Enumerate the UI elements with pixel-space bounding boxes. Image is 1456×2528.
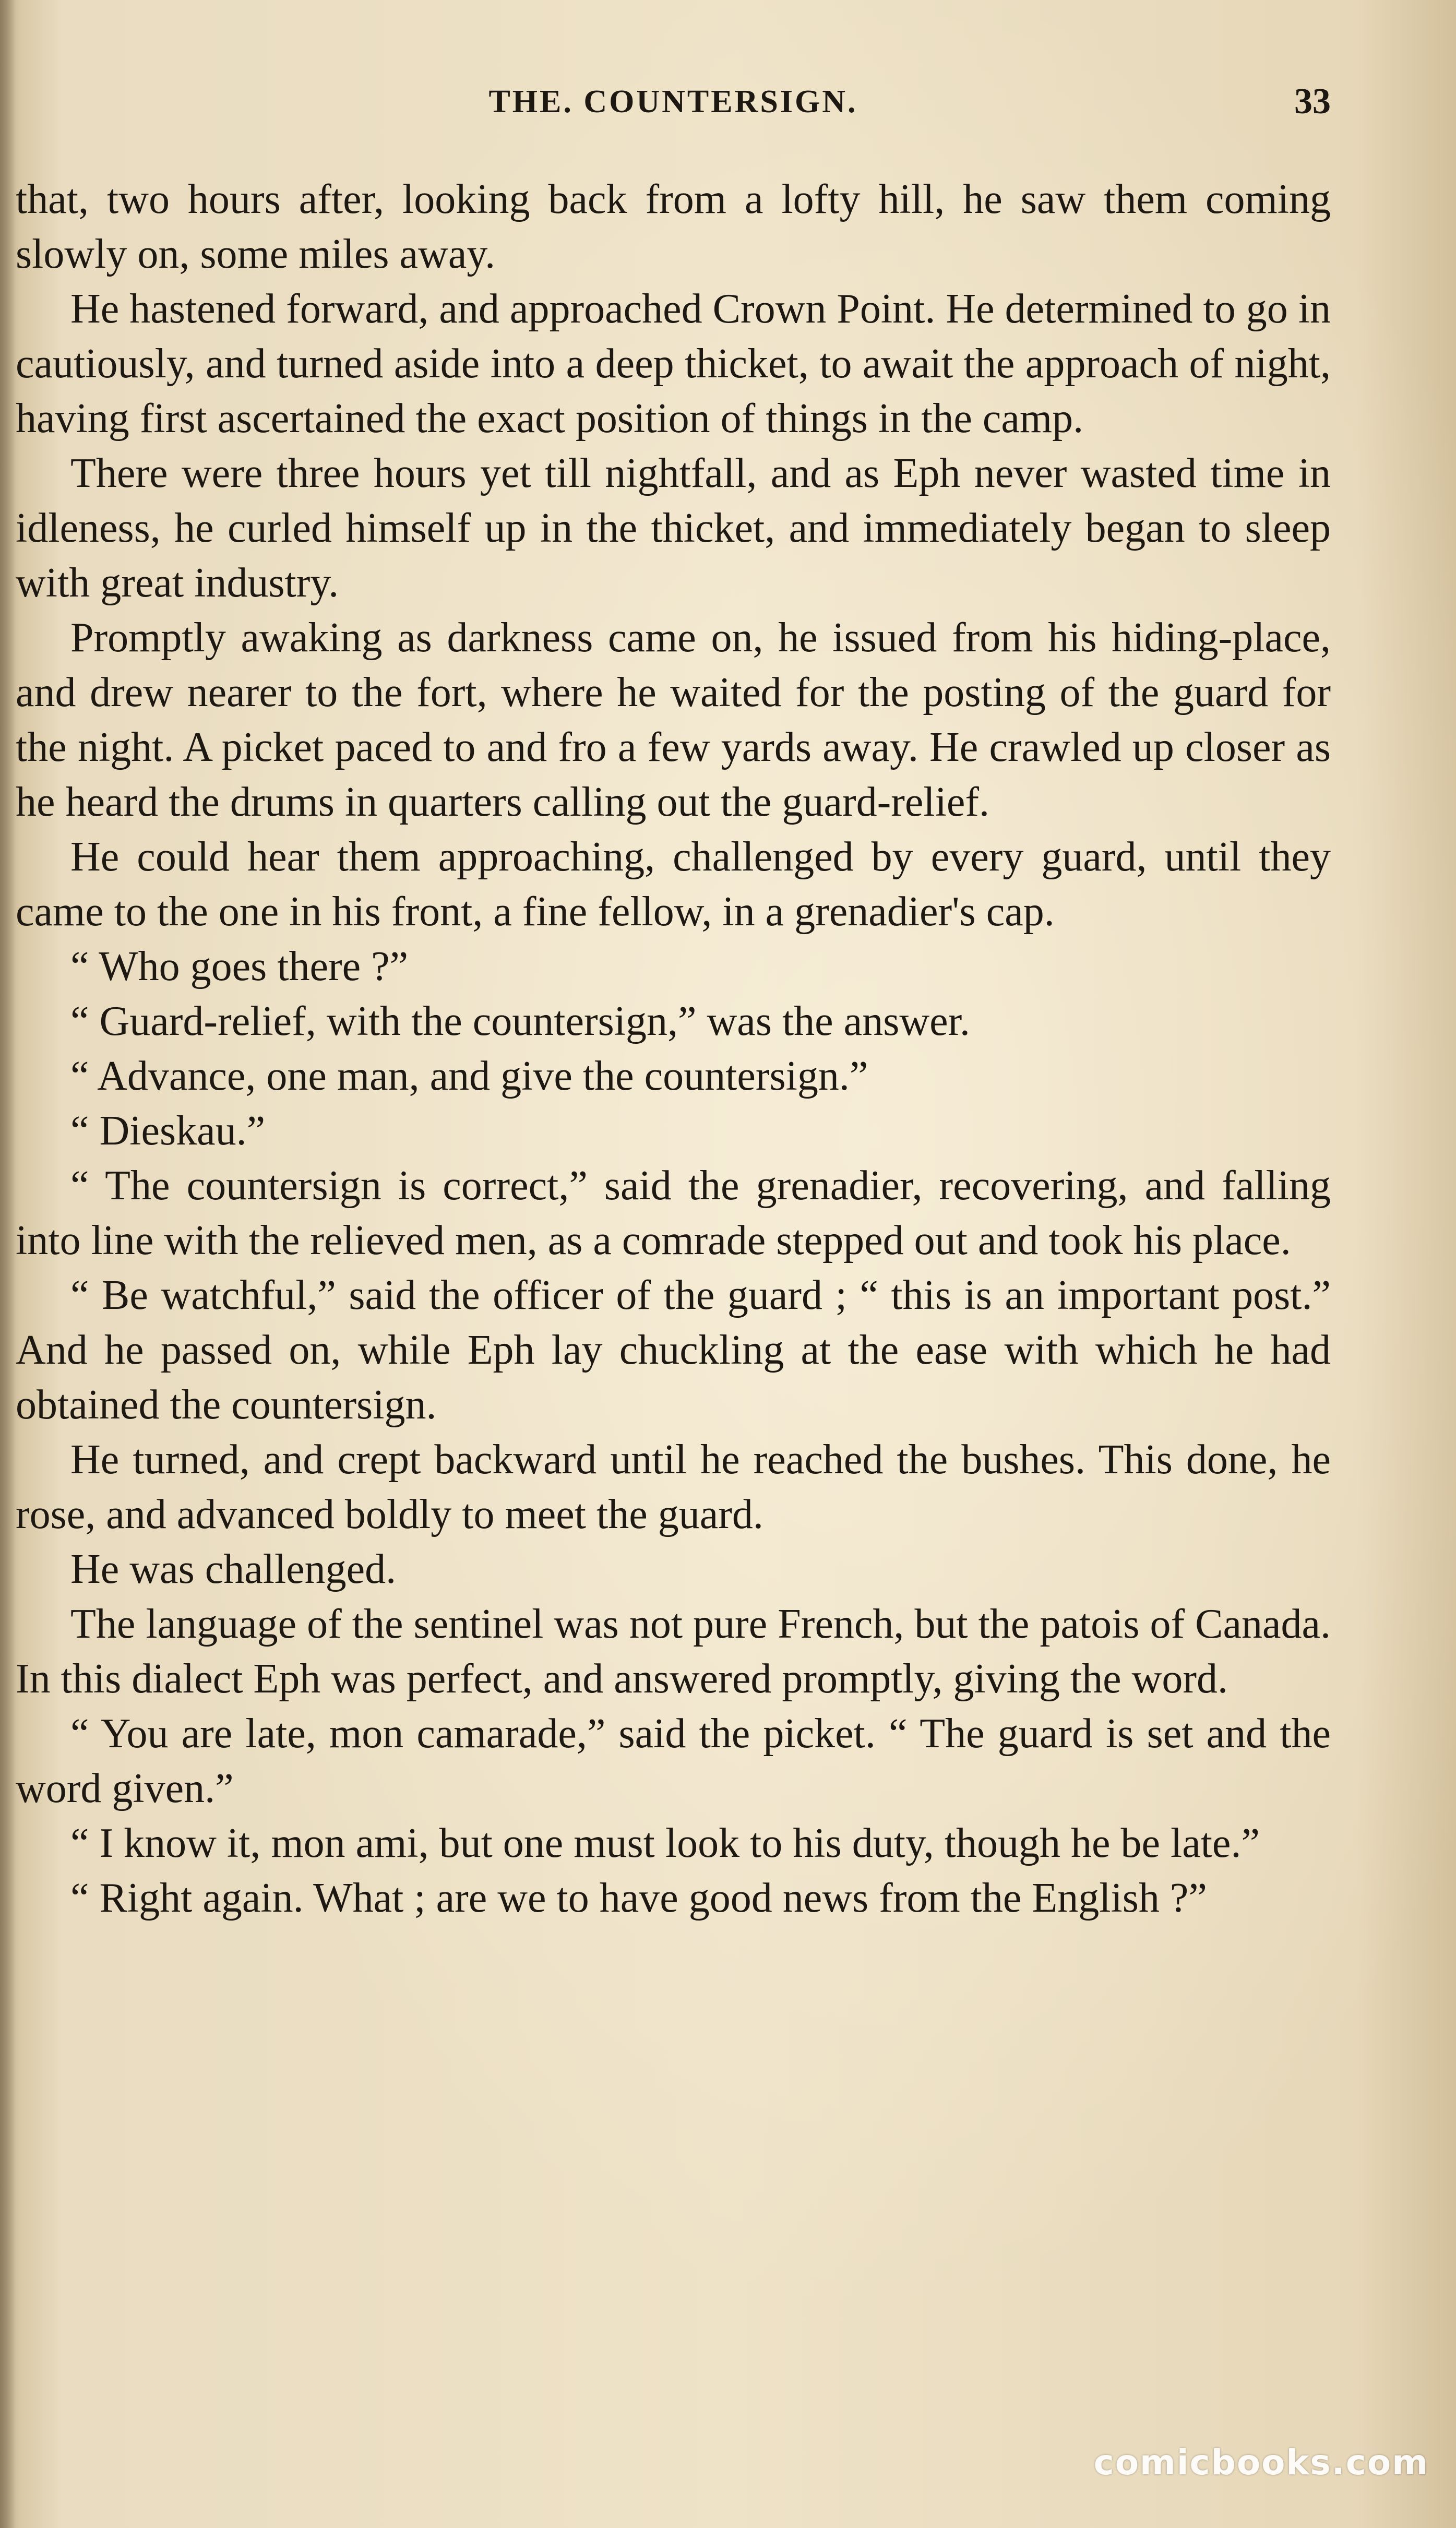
page-gutter-shadow	[0, 0, 16, 2528]
paragraph: He could hear them approaching, challenged by every guard, until they came to the one in his front, a fine fellow, in a grenadier's cap.	[16, 834, 1331, 935]
paragraph: He hastened forward, and approached Crown Point. He determined to go in cautiously, and turned aside into a deep thicket, to await the approach of night, having first ascertained the exact position of things in the camp.	[16, 286, 1331, 442]
paragraph: “ Advance, one man, and give the countersign.”	[70, 1053, 868, 1099]
paragraph: “ Who goes there ?”	[70, 944, 409, 989]
paragraph: He was challenged.	[70, 1546, 397, 1592]
paragraph: The language of the sentinel was not pure French, but the patois of Canada. In this dialect Eph was perfect, and answered promptly, giving the word.	[16, 1601, 1331, 1702]
paragraph: that, two hours after, looking back from a lofty hill, he saw them coming slowly on, some miles away.	[16, 176, 1331, 277]
paragraph: “ Be watchful,” said the officer of the guard ; “ this is an important post.” And he passed on, while Eph lay chuckling at the ease with which he had obtained the countersign.	[16, 1272, 1331, 1428]
paragraph: There were three hours yet till nightfall, and as Eph never wasted time in idleness, he curled himself up in the thicket, and immediately began to sleep with great industry.	[16, 450, 1331, 606]
paragraph: Promptly awaking as darkness came on, he issued from his hiding-place, and drew nearer to the fort, where he waited for the posting of the guard for the night. A picket paced to and fro a few yards away. He crawled up closer as he heard the drums in quarters calling out the guard-relief.	[16, 615, 1331, 825]
paragraph: “ Dieskau.”	[70, 1108, 266, 1154]
paragraph: He turned, and crept backward until he reached the bushes. This done, he rose, and advanced boldly to meet the guard.	[16, 1437, 1331, 1537]
paragraph: “ Guard-relief, with the countersign,” was the answer.	[70, 998, 970, 1044]
page-number: 33	[1294, 81, 1331, 122]
paragraph: “ You are late, mon camarade,” said the picket. “ The guard is set and the word given.”	[16, 1711, 1331, 1811]
running-head	[16, 78, 1331, 125]
paragraph: “ I know it, mon ami, but one must look to his duty, though he be late.”	[70, 1820, 1260, 1866]
running-title: THE. COUNTERSIGN.	[488, 84, 858, 120]
body-text	[16, 172, 1331, 1926]
paragraph: “ Right again. What ; are we to have good news from the English ?”	[70, 1875, 1207, 1921]
watermark: comicbooks.com	[1093, 2442, 1429, 2483]
paragraph: “ The countersign is correct,” said the grenadier, recovering, and falling into line with the relieved men, as a comrade stepped out and took his place.	[16, 1163, 1331, 1263]
